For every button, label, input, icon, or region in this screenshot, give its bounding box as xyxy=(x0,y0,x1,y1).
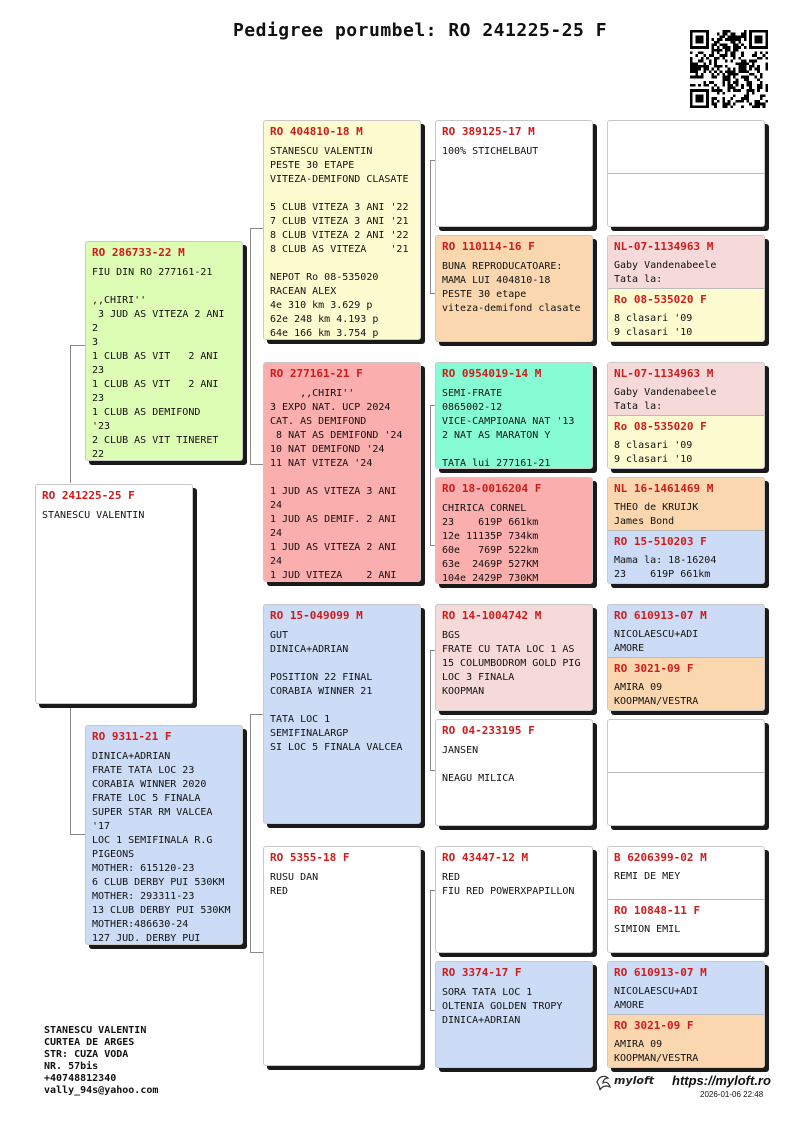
card-text: SIMION EMIL xyxy=(614,924,681,935)
owner-name: STANESCU VALENTIN xyxy=(44,1025,147,1036)
gen5-pair-card xyxy=(607,846,765,953)
card-text: NICOLAESCU+ADI AMORE xyxy=(614,986,699,1011)
card-text: CHIRICA CORNEL 23 619P 661km 12e 11135P 734km 60e 769P 522km 63e 2469P 527KM 104e 2429P 730KM xyxy=(442,503,539,584)
ring-number: RO 3021-09 F xyxy=(614,662,694,675)
great-grandparent-card xyxy=(435,235,593,342)
great-grandparent-card xyxy=(435,961,593,1068)
card-text: AMIRA 09 KOOPMAN/VESTRA xyxy=(614,1039,699,1064)
gen5-pair-card xyxy=(607,120,765,227)
ring-number: RO 3374-17 F xyxy=(442,966,522,979)
ring-number: Ro 08-535020 F xyxy=(614,420,707,433)
ring-number: RO 14-1004742 M xyxy=(442,609,542,622)
ring-number: RO 286733-22 M xyxy=(92,246,185,259)
page-title: Pedigree porumbel: RO 241225-25 F xyxy=(232,20,608,41)
great-grandparent-card xyxy=(435,362,593,469)
tree-connector xyxy=(250,228,251,464)
card-text: DINICA+ADRIAN FRATE TATA LOC 23 CORABIA WINNER 2020 FRATE LOC 5 FINALA SUPER STAR RM VALCEA '17 LOC 1 SEMIFINALA R.G PIGEONS MOTHER: 615120-23 6 CLUB DERBY PUI 530KM MOTHER: 293311-23 13 CLUB DERBY PUI 530KM MOTHER:486630-24 127 JUD. DERBY PUI xyxy=(92,751,231,944)
gen5-pair-card xyxy=(607,362,765,469)
tree-connector xyxy=(430,405,431,545)
owner-email: vally_94s@yahoo.com xyxy=(44,1085,159,1096)
gen5-pair-card xyxy=(607,477,765,584)
great-grandparent-card xyxy=(435,477,593,584)
gen5-entry xyxy=(608,416,764,469)
owner-number: NR. 57bis xyxy=(44,1061,99,1072)
card-text: STANESCU VALENTIN xyxy=(42,510,145,521)
great-grandparent-card xyxy=(435,120,593,227)
ring-number: RO 9311-21 F xyxy=(92,730,172,743)
tree-connector xyxy=(70,834,85,835)
card-text: BUNA REPRODUCATOARE: MAMA LUI 404810-18 PESTE 30 etape viteza-demifond clasate xyxy=(442,261,581,314)
card-text: GUT DINICA+ADRIAN POSITION 22 FINAL CORABIA WINNER 21 TATA LOC 1 SEMIFINALARGP SI LOC 5 FINALA VALCEA xyxy=(270,630,403,753)
card-text: RED FIU RED POWERXPAPILLON xyxy=(442,872,575,897)
owner-phone: +40748812340 xyxy=(44,1073,117,1084)
card-text: 100% STICHELBAUT xyxy=(442,146,539,157)
great-grandparent-card xyxy=(435,719,593,826)
gen5-pair-card xyxy=(607,235,765,342)
ring-number: RO 404810-18 M xyxy=(270,125,363,138)
ring-number: RO 277161-21 F xyxy=(270,367,363,380)
subject-card xyxy=(35,484,193,704)
card-text: SORA TATA LOC 1 OLTENIA GOLDEN TROPY DINICA+ADRIAN xyxy=(442,987,563,1026)
grandparent-card xyxy=(263,120,421,340)
brand-logo-text: myloft xyxy=(614,1074,655,1087)
card-text: Mama la: 18-16204 23 619P 661km xyxy=(614,555,717,580)
ring-number: RO 15-510203 F xyxy=(614,535,707,548)
ring-number: RO 10848-11 F xyxy=(614,904,701,917)
ring-number: RO 241225-25 F xyxy=(42,489,135,502)
ring-number: RO 610913-07 M xyxy=(614,609,707,622)
ring-number: RO 04-233195 F xyxy=(442,724,535,737)
gen5-entry xyxy=(608,121,764,174)
owner-street: STR: CUZA VODA xyxy=(44,1049,129,1060)
card-text: Gaby Vandenabeele Tata la: xyxy=(614,260,717,285)
gen5-entry xyxy=(608,605,764,658)
card-text: NICOLAESCU+ADI AMORE xyxy=(614,629,699,654)
tree-connector xyxy=(430,650,431,770)
gen5-pair-card xyxy=(607,719,765,826)
ring-number: RO 43447-12 M xyxy=(442,851,529,864)
grandparent-card xyxy=(263,362,421,582)
card-text: JANSEN NEAGU MILICA xyxy=(442,745,515,784)
ring-number: NL-07-1134963 M xyxy=(614,240,714,253)
ring-number: RO 15-049099 M xyxy=(270,609,363,622)
gen5-entry xyxy=(608,1015,764,1068)
ring-number: RO 389125-17 M xyxy=(442,125,535,138)
gen5-entry xyxy=(608,531,764,584)
ring-number: Ro 08-535020 F xyxy=(614,293,707,306)
gen5-entry xyxy=(608,174,764,227)
card-text: 8 clasari '09 9 clasari '10 xyxy=(614,313,693,338)
tree-connector xyxy=(430,890,431,1010)
gen5-entry xyxy=(608,962,764,1015)
great-grandparent-card xyxy=(435,846,593,953)
gen5-entry xyxy=(608,720,764,773)
great-grandparent-card xyxy=(435,604,593,711)
ring-number: RO 0954019-14 M xyxy=(442,367,542,380)
gen5-pair-card xyxy=(607,604,765,711)
gen5-entry xyxy=(608,847,764,900)
ring-number: NL-07-1134963 M xyxy=(614,367,714,380)
gen5-entry xyxy=(608,289,764,342)
dam-card xyxy=(85,725,243,945)
brand-logo xyxy=(594,1070,664,1094)
brand-url[interactable]: https://myloft.ro xyxy=(672,1073,771,1088)
qr-code xyxy=(690,30,768,108)
owner-city: CURTEA DE ARGES xyxy=(44,1037,135,1048)
tree-connector xyxy=(250,464,263,465)
owner-info xyxy=(44,1025,158,1097)
card-text: ,,CHIRI'' 3 EXPO NAT. UCP 2024 CAT. AS DEMIFOND 8 NAT AS DEMIFOND '24 10 NAT DEMIFOND '24 11 NAT VITEZA '24 1 JUD AS VITEZA 3 ANI 24 1 JUD AS DEMIF. 2 ANI 24 1 JUD AS VITEZA 2 ANI 24 1 JUD VITEZA 2 ANI xyxy=(270,388,403,581)
sire-card xyxy=(85,241,243,461)
card-text: THEO de KRUIJK James Bond xyxy=(614,502,699,527)
gen5-entry xyxy=(608,773,764,826)
tree-connector xyxy=(430,160,431,293)
grandparent-card xyxy=(263,604,421,824)
timestamp: 2026-01-06 22:48 xyxy=(700,1090,764,1099)
ring-number: B 6206399-02 M xyxy=(614,851,707,864)
gen5-pair-card xyxy=(607,961,765,1068)
card-text: AMIRA 09 KOOPMAN/VESTRA xyxy=(614,682,699,707)
ring-number: RO 110114-16 F xyxy=(442,240,535,253)
ring-number: RO 18-0016204 F xyxy=(442,482,542,495)
gen5-entry xyxy=(608,363,764,416)
tree-connector xyxy=(250,714,263,715)
card-text: 8 clasari '09 9 clasari '10 xyxy=(614,440,693,465)
ring-number: RO 610913-07 M xyxy=(614,966,707,979)
ring-number: NL 16-1461469 M xyxy=(614,482,714,495)
grandparent-card xyxy=(263,846,421,1066)
card-text: SEMI-FRATE 0865002-12 VICE-CAMPIOANA NAT '13 2 NAT AS MARATON Y TATA lui 277161-21 xyxy=(442,388,575,469)
tree-connector xyxy=(70,704,71,834)
gen5-entry xyxy=(608,900,764,953)
tree-connector xyxy=(250,228,263,229)
pigeon-logo-icon xyxy=(594,1072,612,1092)
tree-connector xyxy=(250,714,251,952)
card-text: RUSU DAN RED xyxy=(270,872,319,897)
tree-connector xyxy=(70,345,71,483)
tree-connector xyxy=(250,952,263,953)
card-text: REMI DE MEY xyxy=(614,871,681,882)
gen5-entry xyxy=(608,478,764,531)
card-text: BGS FRATE CU TATA LOC 1 AS 15 COLUMBODROM GOLD PIG LOC 3 FINALA KOOPMAN xyxy=(442,630,581,697)
gen5-entry xyxy=(608,236,764,289)
tree-connector xyxy=(70,345,85,346)
ring-number: RO 5355-18 F xyxy=(270,851,350,864)
ring-number: RO 3021-09 F xyxy=(614,1019,694,1032)
card-text: STANESCU VALENTIN PESTE 30 ETAPE VITEZA-DEMIFOND CLASATE 5 CLUB VITEZA 3 ANI '22 7 CLUB VITEZA 3 ANI '21 8 CLUB VITEZA 2 ANI '22 8 CLUB AS VITEZA '21 NEPOT Ro 08-535020 RACEAN ALEX 4e 310 km 3.629 p 62e 248 km 4.193 p 64e 166 km 3.754 p xyxy=(270,146,409,339)
card-text: FIU DIN RO 277161-21 ,,CHIRI'' 3 JUD AS VITEZA 2 ANI 2 3 1 CLUB AS VIT 2 ANI 23 1 CLUB AS VIT 2 ANI 23 1 CLUB AS DEMIFOND '23 2 CLUB AS VIT TINERET 22 xyxy=(92,267,225,460)
card-text: Gaby Vandenabeele Tata la: xyxy=(614,387,717,412)
gen5-entry xyxy=(608,658,764,711)
